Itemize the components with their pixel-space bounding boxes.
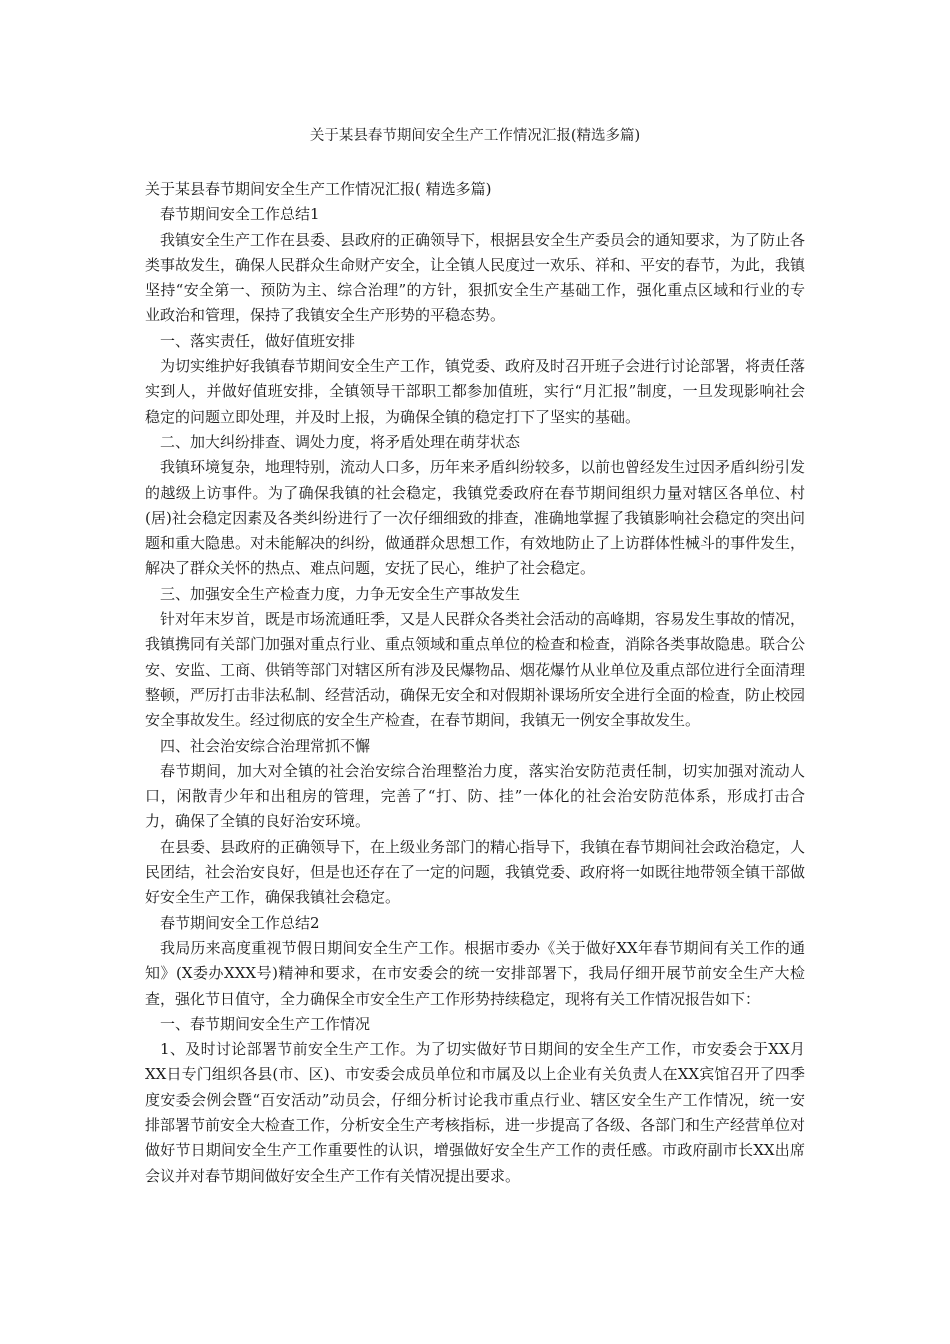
document-body — [145, 177, 805, 1189]
section-heading: 三、加强安全生产检查力度，力争无安全生产事故发生 — [160, 584, 521, 603]
section-heading: 一、春节期间安全生产工作情况 — [160, 1014, 371, 1033]
body-paragraph: 针对年末岁首，既是市场流通旺季，又是人民群众各类社会活动的高峰期，容易发生事故的情况，我镇携同有关部门加强对重点行业、重点领域和重点单位的检查和检查，消除各类事故隐患。联合公安、安监、工商、供销等部门对辖区所有涉及民爆物品、烟花爆竹从业单位及重点部位进行全面清理整顿，严厉打击非法私制、经营活动，确保无安全和对假期补课场所安全进行全面的检查，防止校园安全事故发生。经过彻底的安全生产检查，在春节期间，我镇无一例安全事故发生。 — [145, 610, 806, 730]
body-paragraph: 我镇安全生产工作在县委、县政府的正确领导下，根据县安全生产委员会的通知要求，为了防止各类事故发生，确保人民群众生命财产安全，让全镇人民度过一欢乐、祥和、平安的春节，为此，我镇坚持“安全第一、预防为主、综合治理”的方针，狠抓安全生产基础工作，强化重点区域和行业的专业政治和管理，保持了我镇安全生产形势的平稳态势。 — [145, 230, 806, 325]
body-paragraph: 为切实维护好我镇春节期间安全生产工作，镇党委、政府及时召开班子会进行讨论部署，将责任落实到人，并做好值班安排，全镇领导干部职工都参加值班，实行“月汇报”制度，一旦发现影响社会稳定的问题立即处理，并及时上报，为确保全镇的稳定打下了坚实的基础。 — [145, 357, 806, 426]
body-paragraph: 春节期间，加大对全镇的社会治安综合治理整治力度，落实治安防范责任制，切实加强对流动人口，闲散青少年和出租房的管理，完善了“打、防、挂”一体化的社会治安防范体系，形成打击合力，确保了全镇的良好治安环境。 — [145, 761, 805, 831]
section-heading: 二、加大纠纷排查、调处力度，将矛盾处理在萌芽状态 — [160, 432, 521, 451]
body-paragraph: 我镇环境复杂，地理特别，流动人口多，历年来矛盾纠纷较多，以前也曾经发生过因矛盾纠纷引发的越级上访事件。为了确保我镇的社会稳定，我镇党委政府在春节期间组织力量对辖区各单位、村(居)社会稳定因素及各类纠纷进行了一次仔细细致的排查，准确地掌握了我镇影响社会稳定的突出问题和重大隐患。对未能解决的纠纷，做通群众思想工作，有效地防止了上访群体性械斗的事件发生，解决了群众关怀的热点、难点问题，安抚了民心，维护了社会稳定。 — [145, 458, 806, 578]
body-paragraph: 我局历来高度重视节假日期间安全生产工作。根据市委办《关于做好XX年春节期间有关工作的通知》(X委办XXX号)精神和要求，在市安委会的统一安排部署下，我局仔细开展节前安全生产大检查，强化节日值守，全力确保全市安全生产工作形势持续稳定，现将有关工作情况报告如下： — [145, 938, 805, 1008]
document-title: 关于某县春节期间安全生产工作情况汇报(精选多篇) — [309, 128, 641, 144]
section-heading: 春节期间安全工作总结1 — [160, 205, 320, 224]
body-paragraph: 1、及时讨论部署节前安全生产工作。为了切实做好节日期间的安全生产工作，市安委会于XX月XX日专门组织各县(市、区)、市安委会成员单位和市属及以上企业有关负责人在XX宾馆召开了四季度安委会例会暨“百安活动”动员会，仔细分析讨论我市重点行业、辖区安全生产工作情况，统一安排部署节前安全大检查工作，分析安全生产考核指标，进一步提高了各级、各部门和生产经营单位对做好节日期间安全生产工作重要性的认识，增强做好安全生产工作的责任感。市政府副市长XX出席会议并对春节期间做好安全生产工作有关情况提出要求。 — [145, 1040, 806, 1185]
section-heading: 春节期间安全工作总结2 — [160, 913, 320, 932]
document-subtitle: 关于某县春节期间安全生产工作情况汇报( 精选多篇) — [145, 180, 492, 198]
body-paragraph: 在县委、县政府的正确领导下，在上级业务部门的精心指导下，我镇在春节期间社会政治稳定，人民团结，社会治安良好，但是也还存在了一定的问题，我镇党委、政府将一如既往地带领全镇干部做好安全生产工作，确保我镇社会稳定。 — [145, 837, 806, 907]
section-heading: 四、社会治安综合治理常抓不懈 — [160, 736, 371, 755]
section-heading: 一、落实责任，做好值班安排 — [160, 331, 356, 350]
